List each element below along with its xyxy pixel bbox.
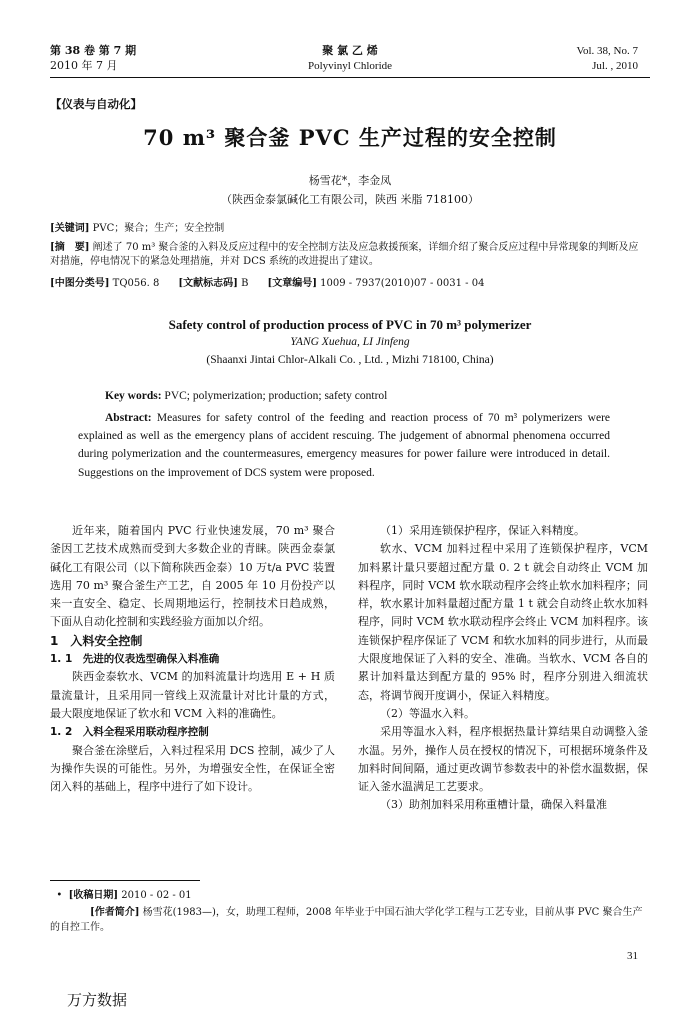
abstract-text: 阐述了 70 m³ 聚合釜的入料及反应过程中的安全控制方法及应急救援预案，详细介绍了聚合反应过程中异常现象的判断及应对措施，停电情况下的紧急处理措施，并对 DCS 系统的改进提出了建议。 xyxy=(50,242,639,267)
keywords-cn xyxy=(50,222,645,236)
classification-line xyxy=(50,277,645,291)
bio-text: 杨雪花(1983—)，女，助理工程师，2008 年毕业于中国石油大学化学工程与工艺专业，目前从事 PVC 聚合生产的自控工作。 xyxy=(50,907,643,933)
item-1-label: （1）采用连锁保护程序，保证入料精度。 xyxy=(380,524,585,537)
authors: 杨雪花*，李金凤 xyxy=(308,174,392,187)
subsection-heading-1-2: 1. 2 入料全程采用联动程序控制 xyxy=(50,726,209,739)
header-date: 2010 年 7 月 xyxy=(50,59,118,72)
clc-label: [中图分类号] xyxy=(50,278,110,289)
header-journal-cn: 聚 氯 乙 烯 xyxy=(322,44,378,57)
section-heading-1: 1 入料安全控制 xyxy=(50,633,143,648)
footnote-bio xyxy=(50,905,645,935)
header-rule xyxy=(50,77,650,78)
item-1-text: 软水、VCM 加料过程中采用了连锁保护程序，VCM 加料累计量只要超过配方量 0. 2 t 就会自动终止 VCM 加料程序，同时 VCM 软水联动程序会终止软水加料程序；同样，软水累计加料量超过配方量 1 t 就会自动终止软水加料程序，同时 VCM 软水联动程序会终止 VCM 加料程序。该连锁保护程序保证了 VCM 和软水加料的同步进行，从而最大限度地保证了入料的安全、准确。当软水、VCM 各自的累计加料量达到配方量的 95% 时，程序分别进入细流状态，将调节阀开度调小，保证入料精度。 xyxy=(358,542,648,702)
article-no-value: 1009 - 7937(2010)07 - 0031 - 04 xyxy=(320,278,485,289)
doc-code-label: [文献标志码] xyxy=(178,278,238,289)
right-column xyxy=(358,522,648,815)
intro-paragraph: 近年来，随着国内 PVC 行业快速发展，70 m³ 聚合釜因工艺技术成熟而受到大多数企业的青睐。陕西金泰氯碱化工有限公司（以下简称陕西金泰）10 万t/a PVC 装置选用 70 m³ 聚合釜生产工艺，自 2005 年 10 月份投产以来一直安全、稳定、长周期地运行，控制技术日趋成熟，下面从自动化控制和实践经验方面加以介绍。 xyxy=(50,524,335,629)
english-keywords-value: PVC; polymerization; production; safety control xyxy=(164,390,388,402)
received-date: 2010 - 02 - 01 xyxy=(121,890,192,901)
page-number: 31 xyxy=(627,950,638,962)
subsection-heading-1-1: 1. 1 先进的仪表选型确保入料准确 xyxy=(50,653,220,666)
footnote-received: • [收稿日期] 2010 - 02 - 01 xyxy=(50,890,192,901)
left-column xyxy=(50,522,335,796)
item-3-label: （3）助剂加料采用称重槽计量，确保入料量准 xyxy=(380,798,607,812)
abstract-label: [摘 要] xyxy=(50,242,90,253)
english-keywords xyxy=(105,390,650,402)
doc-code-value: B xyxy=(241,278,249,289)
header-volume-en: Vol. 38, No. 7 xyxy=(576,45,638,57)
item-2-label: （2）等温水入料。 xyxy=(380,706,475,720)
item-2-text: 采用等温水入料，程序根据热量计算结果自动调整入釜水温。另外，操作人员在授权的情况下，可根据环境条件及加料时间间隔，通过更改调节参数表中的补偿水温数据，保证入釜水温满足工艺要求。 xyxy=(358,725,648,794)
english-authors: YANG Xuehua, LI Jinfeng xyxy=(290,336,410,348)
english-affiliation: (Shaanxi Jintai Chlor-Alkali Co. , Ltd. , Mizhi 718100, China) xyxy=(206,354,494,366)
footnote-rule xyxy=(50,880,200,881)
header-date-en: Jul. , 2010 xyxy=(592,60,638,72)
keywords-value: PVC；聚合；生产；安全控制 xyxy=(92,223,225,234)
paper-title: 70 m³ 聚合釜 PVC 生产过程的安全控制 xyxy=(143,125,557,150)
english-abstract-text: Measures for safety control of the feeding and reaction process of 70 m³ polymerizers were explained as well as the emergency plans of accident rescuing. The judgement of abnormal phenomena occurred during polymerization and the countermeasures, emergency measures for power failure were introduced in detail. Suggestions on the improvement of DCS system were proposed. xyxy=(78,412,611,479)
header-journal-en: Polyvinyl Chloride xyxy=(307,60,393,72)
clc-value: TQ056. 8 xyxy=(112,278,160,289)
paragraph-1-2: 聚合釜在涂壁后，入料过程采用 DCS 控制，减少了人为操作失误的可能性。另外，为增强安全性，在保证全密闭入料的基础上，程序中进行了如下设计。 xyxy=(50,743,335,794)
keywords-label: [关键词] xyxy=(50,223,90,234)
abstract-cn xyxy=(50,241,645,269)
header-volume: 第 38 卷 第 7 期 xyxy=(50,44,137,57)
bio-label: [作者简介] xyxy=(90,907,140,918)
affiliation: （陕西金泰氯碱化工有限公司，陕西 米脂 718100） xyxy=(221,193,479,206)
received-label: [收稿日期] xyxy=(68,890,119,901)
paragraph-1-1: 陕西金泰软水、VCM 的加料流量计均选用 E + H 质量流量计，且采用同一管线上双流量计对比计量的方式，最大限度地保证了软水和 VCM 入料的准确性。 xyxy=(50,670,335,720)
english-keywords-label: Key words: xyxy=(105,390,162,402)
article-no-label: [文章编号] xyxy=(267,278,317,289)
english-abstract-label: Abstract: xyxy=(105,412,152,424)
english-title: Safety control of production process of PVC in 70 m³ polymerizer xyxy=(168,317,532,332)
section-tag: 【仪表与自动化】 xyxy=(50,97,142,111)
english-abstract xyxy=(78,409,610,482)
watermark: 万方数据 xyxy=(67,991,128,1009)
